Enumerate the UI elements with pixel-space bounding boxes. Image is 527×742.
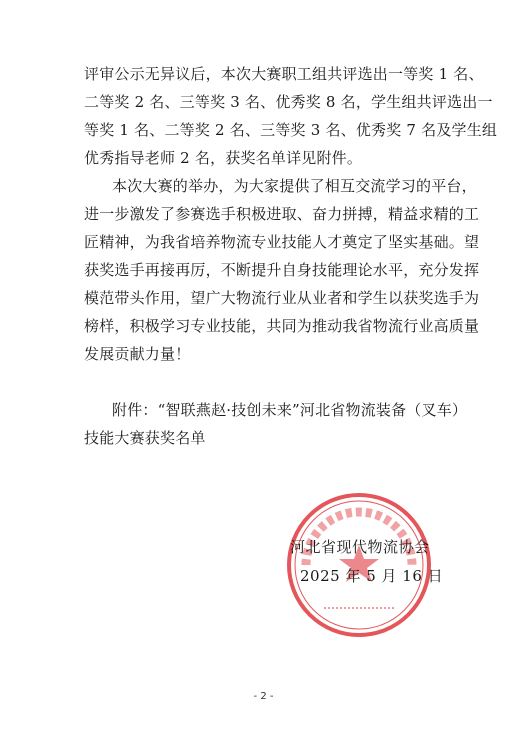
paragraph-1-line-4: 优秀指导老师 2 名，获奖名单详见附件。 (84, 149, 363, 167)
paragraph-2-line-7: 发展贡献力量！ (84, 345, 191, 363)
attachment-line-2: 技能大赛获奖名单 (84, 429, 206, 447)
signature-date: 2025 年 5 月 16 日 (300, 567, 444, 585)
paragraph-2-line-1: 本次大赛的举办，为大家提供了相互交流学习的平台， (112, 177, 477, 195)
page-number: - 2 - (253, 691, 274, 702)
paragraph-2-line-2: 进一步激发了参赛选手积极进取、奋力拼搏，精益求精的工 (84, 205, 480, 223)
signature-organization: 河北省现代物流协会 (290, 538, 430, 556)
official-seal-icon (284, 490, 434, 640)
paragraph-1-line-3: 等奖 1 名、二等奖 2 名、三等奖 3 名、优秀奖 7 名及学生组 (84, 121, 498, 139)
attachment-line-1: 附件：“智联燕赵·技创未来”河北省物流装备（叉车） (112, 401, 468, 419)
paragraph-2-line-4: 获奖选手再接再厉，不断提升自身技能理论水平，充分发挥 (84, 261, 480, 279)
paragraph-1-line-1: 评审公示无异议后，本次大赛职工组共评选出一等奖 1 名、 (84, 65, 484, 83)
paragraph-2-line-6: 榜样，积极学习专业技能，共同为推动我省物流行业高质量 (84, 317, 480, 335)
paragraph-2-line-5: 模范带头作用，望广大物流行业从业者和学生以获奖选手为 (84, 289, 480, 307)
paragraph-1-line-2: 二等奖 2 名、三等奖 3 名、优秀奖 8 名，学生组共评选出一 (84, 93, 493, 111)
paragraph-2-line-3: 匠精神，为我省培养物流专业技能人才奠定了坚实基础。望 (84, 233, 480, 251)
